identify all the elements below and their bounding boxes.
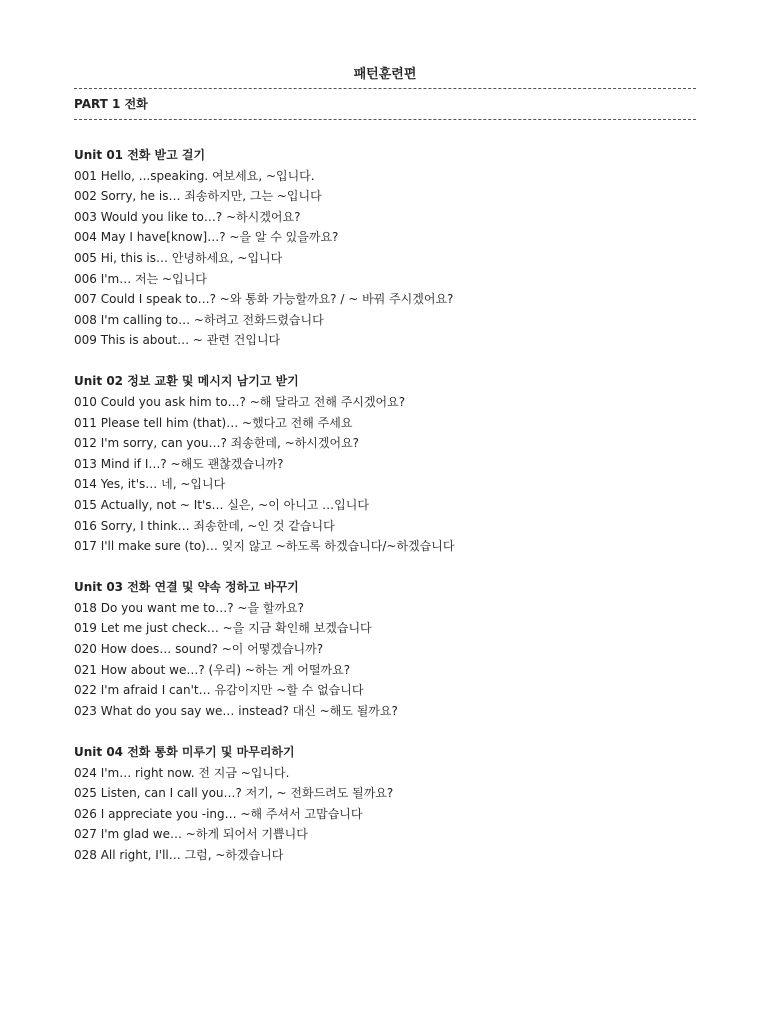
pattern-line: 021 How about we…? (우리) ~하는 게 어떨까요?	[74, 662, 351, 677]
unit-section	[74, 577, 696, 721]
document-title: 패턴훈련편	[353, 67, 417, 82]
pattern-line: 001 Hello, ...speaking. 여보세요, ~입니다.	[74, 168, 315, 183]
pattern-line: 026 I appreciate you -ing… ~해 주셔서 고맙습니다	[74, 806, 363, 821]
unit-list	[74, 145, 696, 886]
unit-title: Unit 03 전화 연결 및 약속 정하고 바꾸기	[74, 580, 299, 595]
pattern-line: 009 This is about… ~ 관련 건입니다	[74, 333, 281, 348]
pattern-line: 024 I'm… right now. 전 지금 ~입니다.	[74, 765, 290, 780]
pattern-line: 002 Sorry, he is… 죄송하지만, 그는 ~입니다	[74, 189, 322, 204]
pattern-line: 022 I'm afraid I can't… 유감이지만 ~할 수 없습니다	[74, 683, 364, 698]
pattern-line: 028 All right, I'll… 그럼, ~하겠습니다	[74, 847, 284, 862]
pattern-line: 011 Please tell him (that)… ~했다고 전해 주세요	[74, 415, 353, 430]
unit-title: Unit 01 전화 받고 걸기	[74, 148, 206, 162]
unit-section	[74, 371, 696, 556]
pattern-line: 015 Actually, not ~ It's… 실은, ~이 아니고 …입니다	[74, 498, 369, 512]
pattern-line: 006 I'm… 저는 ~입니다	[74, 271, 207, 286]
pattern-line: 003 Would you like to…? ~하시겠어요?	[74, 209, 301, 224]
pattern-line: 017 I'll make sure (to)… 잊지 않고 ~하도록 하겠습니다/~하겠습니다	[74, 539, 455, 554]
pattern-line: 013 Mind if I…? ~해도 괜찮겠습니까?	[74, 456, 284, 471]
pattern-line: 008 I'm calling to… ~하려고 전화드렸습니다	[74, 312, 324, 327]
pattern-line: 019 Let me just check… ~을 지금 확인해 보겠습니다	[74, 621, 372, 636]
pattern-line: 018 Do you want me to…? ~을 할까요?	[74, 600, 304, 615]
pattern-line: 023 What do you say we… instead? 대신 ~해도 될까요?	[74, 703, 398, 718]
unit-section	[74, 742, 696, 866]
unit-title: Unit 04 전화 통화 미루기 및 마무리하기	[74, 744, 295, 759]
pattern-line: 027 I'm glad we… ~하게 되어서 기쁩니다	[74, 827, 308, 842]
pattern-line: 005 Hi, this is… 안녕하세요, ~입니다	[74, 250, 283, 265]
pattern-line: 014 Yes, it's… 네, ~입니다	[74, 477, 226, 492]
pattern-line: 007 Could I speak to…? ~와 통화 가능할까요? / ~ 바꿔 주시겠어요?	[74, 292, 454, 307]
pattern-line: 004 May I have[know]…? ~을 알 수 있을까요?	[74, 230, 339, 245]
unit-section	[74, 145, 696, 351]
dashed-divider-top	[74, 88, 696, 89]
pattern-line: 020 How does… sound? ~이 어떻겠습니까?	[74, 642, 324, 657]
dashed-divider-bottom	[74, 119, 696, 120]
unit-title: Unit 02 정보 교환 및 메시지 남기고 받기	[74, 374, 299, 389]
pattern-line: 010 Could you ask him to…? ~해 달라고 전해 주시겠어요?	[74, 395, 406, 410]
part-heading: PART 1 전화	[74, 97, 148, 111]
pattern-line: 025 Listen, can I call you…? 저기, ~ 전화드려도 될까요?	[74, 786, 394, 801]
pattern-line: 016 Sorry, I think… 죄송한데, ~인 것 같습니다	[74, 518, 335, 533]
pattern-line: 012 I'm sorry, can you…? 죄송한데, ~하시겠어요?	[74, 436, 360, 451]
